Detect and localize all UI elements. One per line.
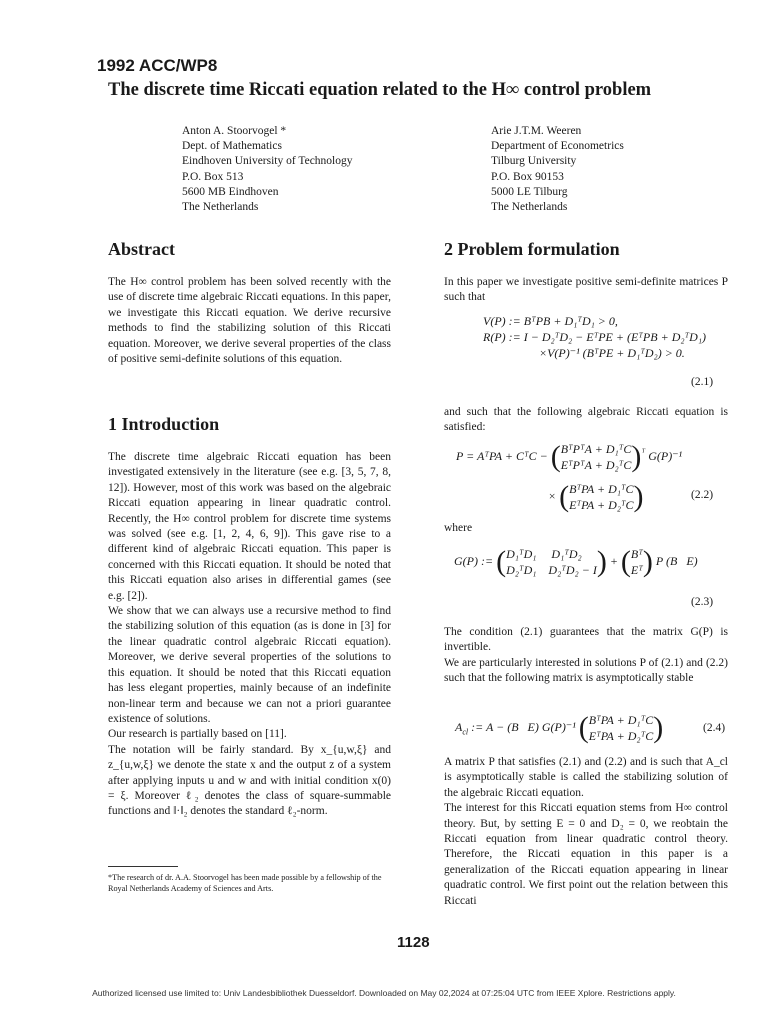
equation-line: ×V(P)⁻¹ (BᵀPE + D₁ᵀD₂) > 0.: [539, 346, 685, 360]
author-line: The Netherlands: [182, 201, 259, 214]
author-block-2: [491, 124, 624, 215]
author-line: Dept. of Mathematics: [182, 140, 282, 153]
paper-title: The discrete time Riccati equation related to the H∞ control problem: [108, 80, 652, 100]
problem-intro: [444, 275, 728, 306]
equation-number-2-3: (2.3): [691, 596, 714, 608]
riccati-intro: [444, 405, 728, 436]
intro-paragraph: Our research is partially based on [11].: [108, 728, 287, 741]
equation-line: V(P) := BᵀPB + D₁ᵀD₁ > 0,: [483, 314, 618, 328]
abstract-paragraph: The H∞ control problem has been solved recently with the use of discrete time algebraic Riccati equations. In this paper, we investigate this Riccati equation. We derive recursive methods to find the stabilizing solution of this Riccati equation. Moreover, we derive several properties of the class of positive semi-definite solutions of this equation.: [108, 276, 391, 366]
equation-number-2-2: (2.2): [691, 489, 714, 501]
text-interest-2: The interest for this Riccati equation stems from H∞ control theory. But, by setting E = 0 and D₂ = 0, we reobtain the Riccati equation from linear quadratic control theory. Therefore, the Riccati equation in this paper is a generalization of the Riccati equation appearing in linear quadratic control. We first point out the relation between this Riccati: [444, 802, 728, 907]
author-line: 5600 MB Eindhoven: [182, 185, 279, 198]
equation-number-2-4: (2.4): [703, 722, 726, 734]
equation-line: R(P) := I − D₂ᵀD₂ − EᵀPE + (EᵀPB + D₂ᵀD₁): [483, 330, 706, 344]
author-line: 5000 LE Tilburg: [491, 185, 568, 198]
intro-paragraph: The discrete time algebraic Riccati equation has been investigated extensively in the literature (see e.g. [3, 5, 7, 8, 12]). However, most of this work was based on the algebraic Riccati equation appearing in linear quadratic control. Recently, the H∞ control problem for discrete time systems was solved (see e.g. [1, 2, 4, 6, 9]). This gave rise to a different kind of algebraic Riccati equation. This paper is concerned with this Riccati equation. It should be noted that this Riccati equation also arises in differential games (see e.g. [2]).: [108, 451, 391, 602]
text-interest: We are particularly interested in solutions P of (2.1) and (2.2) such that the following matrix is asymptotically stable: [444, 656, 728, 685]
abstract-text: [108, 275, 391, 367]
text-invertible: The condition (2.1) guarantees that the matrix G(P) is invertible.: [444, 626, 728, 654]
equation-number-2-1: (2.1): [691, 376, 714, 388]
intro-paragraph: The notation will be fairly standard. By x_{u,w,ξ} and z_{u,w,ξ} we denote the state x and the output z of a system after applying inputs u and w and with initial condition x(0) = ξ. Moreover ℓ₂ denotes the class of square-summable functions and ‖·‖₂ denotes the standard ℓ₂-norm.: [108, 743, 391, 818]
where-text: [444, 521, 728, 536]
intro-paragraph: We show that we can always use a recursive method to find the stabilizing solution of this equation (as is done in [3] for the linear quadratic control algebraic Riccati equation). Moreover, we derive several properties of the solutions to this equation. It should be noted that this Riccati equation has less elegant properties, mainly because of an indefinite non-linear term and because we can not a priori guarantee existence of solutions.: [108, 605, 391, 725]
footnote-rule: [108, 866, 178, 867]
problem-text-2: [444, 625, 728, 687]
author-line: Arie J.T.M. Weeren: [491, 125, 582, 137]
equation-2-4: $A_{cl}$ := A − (B E) G(P)⁻¹ ( BᵀPA + D₁ᵀC EᵀPA + D₂ᵀC ): [455, 711, 664, 744]
page-number: 1128: [397, 934, 430, 951]
introduction-text: [108, 450, 391, 820]
equation-2-3: G(P) := ( D₁ᵀD₁ D₁ᵀD₂ D₂ᵀD₁ D₂ᵀD₂ − I ) + ( Bᵀ Eᵀ ) P (B E): [454, 545, 698, 578]
introduction-heading: 1 Introduction: [108, 414, 220, 434]
text-stabilizing: A matrix P that satisfies (2.1) and (2.2) and is such that A_cl is asymptotically stable is called the stabilizing solution of the algebraic Riccati equation.: [444, 756, 728, 799]
problem-heading: 2 Problem formulation: [444, 239, 620, 259]
equation-2-1: [483, 313, 706, 361]
footnote: *The research of dr. A.A. Stoorvogel has been made possible by a fellowship of the Royal Netherlands Academy of Sciences and Arts.: [108, 873, 382, 893]
author-line: The Netherlands: [491, 201, 568, 214]
riccati-intro-text: and such that the following algebraic Riccati equation is satisfied:: [444, 406, 728, 434]
author-line: Anton A. Stoorvogel *: [182, 125, 287, 137]
author-line: Tilburg University: [491, 155, 577, 168]
equation-2-2-cont: × ( BᵀPA + D₁ᵀC EᵀPA + D₂ᵀC ): [548, 480, 644, 513]
author-block-1: [182, 124, 353, 215]
author-line: Department of Econometrics: [491, 140, 624, 153]
abstract-heading: Abstract: [108, 239, 175, 259]
author-line: Eindhoven University of Technology: [182, 155, 353, 168]
author-line: P.O. Box 90153: [491, 170, 564, 183]
equation-2-2: P = AᵀPA + CᵀC − ( BᵀPᵀA + D₁ᵀC EᵀPᵀA + D₂ᵀC )$^ᵀ$ G(P)⁻¹: [456, 440, 683, 473]
problem-text-3: [444, 755, 728, 909]
authorization-note: Authorized licensed use limited to: Univ Landesbibliothek Duesseldorf. Downloaded on May 02,2024 at 07:25:04 UTC from IEEE Xplore. Restrictions apply.: [92, 988, 676, 998]
conference-label: 1992 ACC/WP8: [97, 56, 218, 75]
where-label: where: [444, 522, 473, 534]
problem-intro-text: In this paper we investigate positive semi-definite matrices P such that: [444, 276, 728, 304]
author-line: P.O. Box 513: [182, 170, 244, 183]
